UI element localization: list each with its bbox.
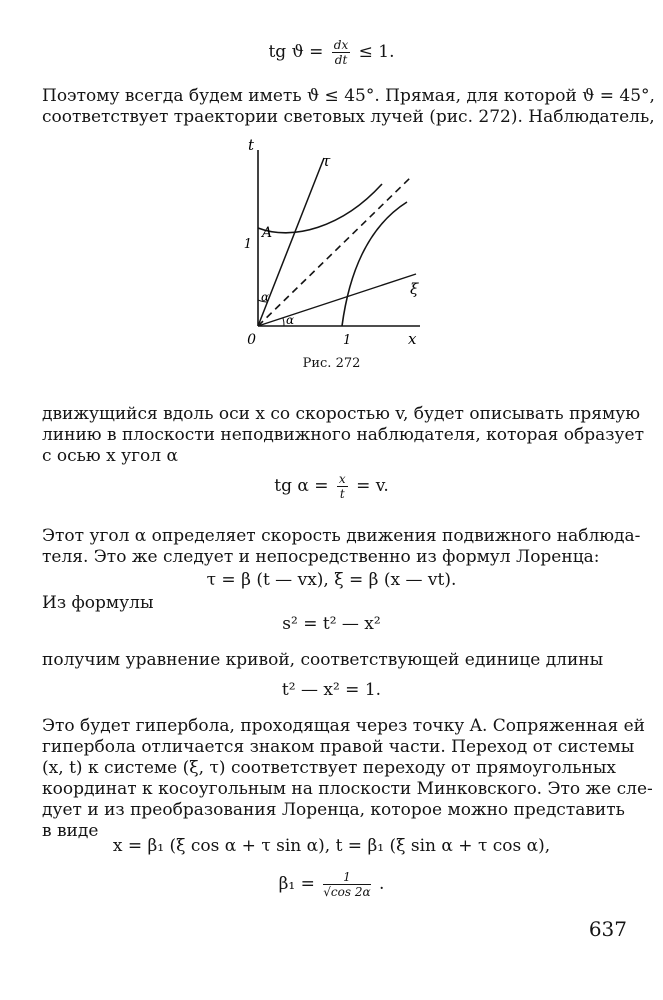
paragraph-line: Этот угол α определяет скорость движения подвижного наблюда- xyxy=(42,526,641,546)
paragraph-line: координат к косоугольным на плоскости Минковского. Это же сле- xyxy=(42,779,653,799)
label-alpha-upper: α xyxy=(261,290,270,304)
paragraph-line: Это будет гипербола, проходящая через точку A. Сопряженная ей xyxy=(42,716,645,736)
formula-lorentz: τ = β (t — vx), ξ = β (x — vt). xyxy=(206,570,457,590)
paragraph-line: соответствует траектории световых лучей (рис. 272). Наблюдатель, xyxy=(42,107,655,127)
fraction xyxy=(337,472,348,501)
paragraph-line: (x, t) к системе (ξ, τ) соответствует переходу от прямоугольных xyxy=(42,758,616,778)
fraction-numerator: dx xyxy=(333,38,349,52)
paragraph-line: дует и из преобразования Лоренца, которое можно представить xyxy=(42,800,625,820)
paragraph-line: гипербола отличается знаком правой части. Переход от системы xyxy=(42,737,635,757)
label-point-A: A xyxy=(262,225,273,241)
label-1-x-axis: 1 xyxy=(343,333,352,348)
label-xi: ξ xyxy=(410,280,419,298)
label-t: t xyxy=(247,136,254,154)
xi-axis xyxy=(258,274,416,326)
minkowski-diagram xyxy=(232,136,432,354)
page-number: 637 xyxy=(588,917,627,941)
formula-transform: x = β₁ (ξ cos α + τ sin α), t = β₁ (ξ sin α + τ cos α), xyxy=(112,836,551,856)
formula-rhs: ≤ 1. xyxy=(358,42,395,62)
label-origin: 0 xyxy=(247,332,256,348)
light-ray-line xyxy=(258,176,412,326)
formula-hyperbola: t² — x² = 1. xyxy=(281,680,382,700)
formula-lhs: β₁ = xyxy=(278,874,315,894)
paragraph-line: теля. Это же следует и непосредственно из формул Лоренца: xyxy=(42,547,600,567)
formula-tg-alpha xyxy=(0,472,663,501)
fraction-numerator: 1 xyxy=(323,870,370,885)
label-tau: τ xyxy=(322,152,331,170)
formula-interval: s² = t² — x² xyxy=(282,614,381,634)
paragraph-line: получим уравнение кривой, соответствующей единице длины xyxy=(42,650,604,670)
formula-tg-theta xyxy=(0,38,663,67)
paragraph-line: в виде xyxy=(42,821,99,841)
paragraph-line: с осью x угол α xyxy=(42,446,178,466)
fraction xyxy=(323,870,370,899)
paragraph-line: движущийся вдоль оси x со скоростью v, будет описывать прямую xyxy=(42,404,641,424)
formula-lhs: tg α = xyxy=(274,476,329,496)
paragraph-line: Поэтому всегда будем иметь ϑ ≤ 45°. Прямая, для которой ϑ = 45°, xyxy=(42,86,655,106)
paragraph-line: Из формулы xyxy=(42,593,154,613)
paragraph-line: линию в плоскости неподвижного наблюдателя, которая образует xyxy=(42,425,645,445)
fraction-denominator: t xyxy=(339,487,345,501)
fraction-numerator: x xyxy=(338,472,346,486)
fraction-denominator: √cos 2α xyxy=(323,885,371,899)
formula-beta xyxy=(0,870,663,899)
formula-rhs: . xyxy=(379,874,385,894)
alpha-arc-lower xyxy=(283,318,284,326)
formula-rhs: = v. xyxy=(356,476,389,496)
figure-caption: Рис. 272 xyxy=(302,356,361,371)
formula-lhs: tg ϑ = xyxy=(268,42,324,62)
hyperbola-upper xyxy=(258,184,382,233)
label-alpha-lower: α xyxy=(286,313,295,327)
label-1-t-axis: 1 xyxy=(243,237,252,252)
hyperbola-right xyxy=(342,202,407,326)
fraction-denominator: dt xyxy=(334,53,348,67)
fraction xyxy=(332,38,350,67)
label-x: x xyxy=(408,330,417,348)
